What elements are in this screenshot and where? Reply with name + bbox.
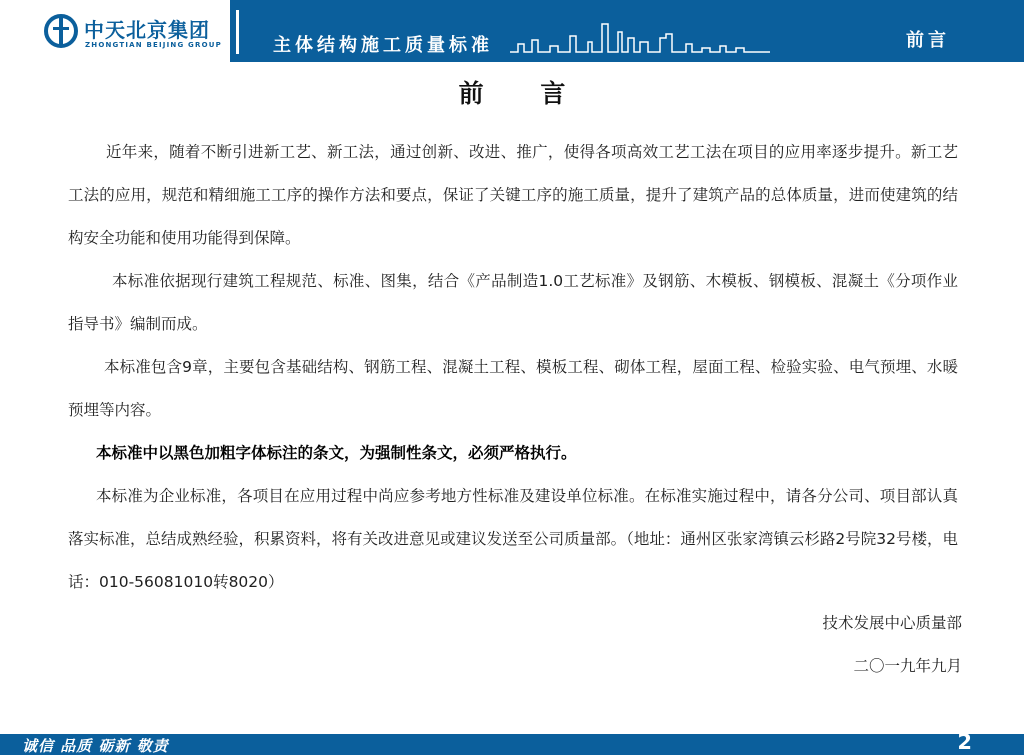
document-title: 主体结构施工质量标准	[273, 35, 493, 56]
paragraph-basis: 本标准依据现行建筑工程规范、标准、图集，结合《产品制造1.0工艺标准》及钢筋、木模板、钢模板、混凝土《分项作业指导书》编制而成。	[68, 272, 958, 333]
page-number: 2	[957, 730, 972, 754]
company-logo-icon	[44, 14, 78, 48]
footer-bar	[0, 730, 1024, 755]
paragraph-contents: 本标准包含9章，主要包含基础结构、钢筋工程、混凝土工程、模板工程、砌体工程，屋面工程、检验实验、电气预埋、水暖预埋等内容。	[68, 358, 958, 419]
signature-department: 技术发展中心质量部	[822, 614, 962, 632]
company-name-en: ZHONGTIAN BEIJING GROUP	[85, 41, 222, 49]
signature-date: 二〇一九年九月	[853, 657, 962, 675]
page-title: 前 言	[458, 79, 566, 108]
paragraph-mandatory-note: 本标准中以黑色加粗字体标注的条文，为强制性条文，必须严格执行。	[96, 444, 577, 462]
paragraph-intro: 近年来，随着不断引进新工艺、新工法，通过创新、改进、推广，使得各项高效工艺工法在项目的应用率逐步提升。新工艺工法的应用，规范和精细施工工序的操作方法和要点，保证了关键工序的施工质量，提升了建筑产品的总体质量，进而使建筑的结构安全功能和使用功能得到保障。	[68, 143, 958, 247]
company-name-cn: 中天北京集团	[84, 18, 210, 42]
paragraph-feedback: 本标准为企业标准，各项目在应用过程中尚应参考地方性标准及建设单位标准。在标准实施过程中，请各分公司、项目部认真落实标准，总结成熟经验，积累资料，将有关改进意见或建议发送至公司质量部。（地址：通州区张家湾镇云杉路2号院32号楼，电话：010-56081010转8020）	[68, 487, 958, 591]
section-label: 前言	[906, 30, 950, 51]
footer-slogan: 诚信 品质 砺新 敬责	[22, 737, 169, 755]
skyline-decoration-icon	[510, 18, 770, 58]
company-logo	[0, 0, 230, 62]
header-bar	[0, 0, 1024, 62]
header-divider	[236, 10, 239, 54]
